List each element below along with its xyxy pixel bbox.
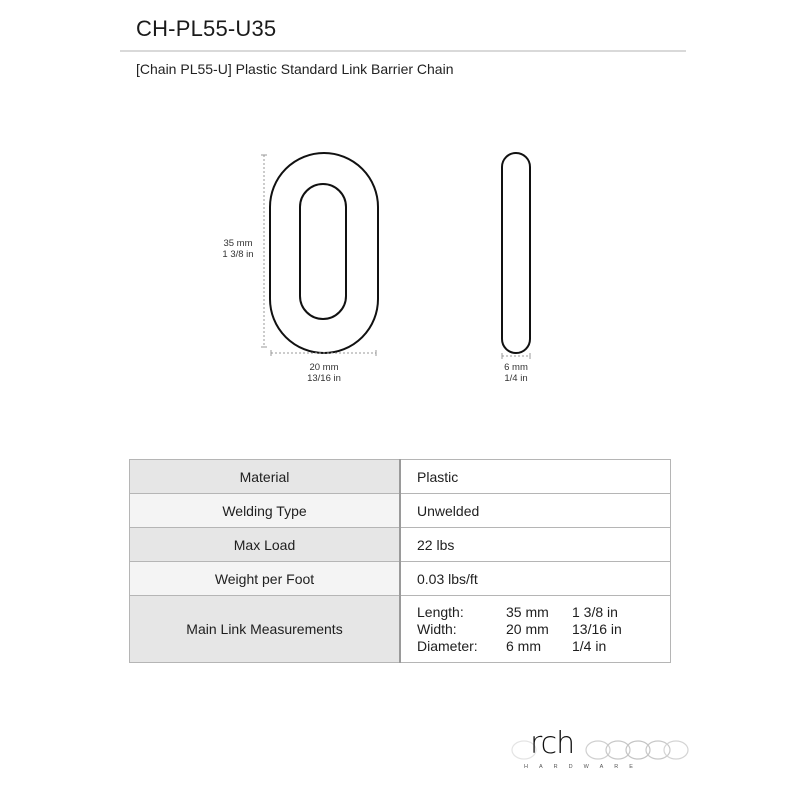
measurement-mm: 35 mm: [506, 603, 549, 620]
specs-table: [129, 459, 671, 663]
measurement-in: 1/4 in: [572, 637, 607, 654]
measurements-grid: [417, 604, 670, 655]
table-row: [130, 596, 671, 663]
diameter-mm: 6 mm: [504, 362, 528, 373]
diameter-in: 1/4 in: [504, 373, 528, 384]
spec-label: Max Load: [130, 528, 401, 562]
spec-value: Plastic: [400, 460, 671, 494]
measurement-name: Width:: [417, 620, 457, 637]
table-row: [130, 460, 671, 494]
length-in: 1 3/8 in: [222, 249, 254, 260]
measurement-mm: 20 mm: [506, 620, 549, 637]
spec-value: Unwelded: [400, 494, 671, 528]
page-subtitle: [Chain PL55-U] Plastic Standard Link Barrier Chain: [136, 61, 454, 77]
width-dimension-label: [294, 362, 354, 384]
measurement-in: 1 3/8 in: [572, 603, 618, 620]
measurement-in: 13/16 in: [572, 620, 622, 637]
table-row: [130, 528, 671, 562]
table-row: [130, 562, 671, 596]
logo-subtitle: HARDWARE: [524, 764, 644, 770]
logo-wordmark: rch: [530, 726, 575, 761]
spec-label: Weight per Foot: [130, 562, 401, 596]
spec-value: 0.03 lbs/ft: [400, 562, 671, 596]
spec-label: Main Link Measurements: [130, 596, 401, 663]
arch-hardware-logo: [510, 726, 690, 775]
table-row: [130, 494, 671, 528]
page-title: CH-PL55-U35: [136, 16, 277, 41]
spec-value: 22 lbs: [400, 528, 671, 562]
measurement-name: Diameter:: [417, 637, 478, 654]
length-mm: 35 mm: [223, 238, 253, 249]
measurement-mm: 6 mm: [506, 637, 541, 654]
measurements-cell: [400, 596, 671, 663]
width-mm: 20 mm: [309, 362, 339, 373]
spec-label: Welding Type: [130, 494, 401, 528]
diameter-dimension-label: [491, 362, 541, 384]
width-in: 13/16 in: [307, 373, 341, 384]
length-dimension-label: [214, 238, 262, 260]
measurement-name: Length:: [417, 603, 464, 620]
spec-label: Material: [130, 460, 401, 494]
